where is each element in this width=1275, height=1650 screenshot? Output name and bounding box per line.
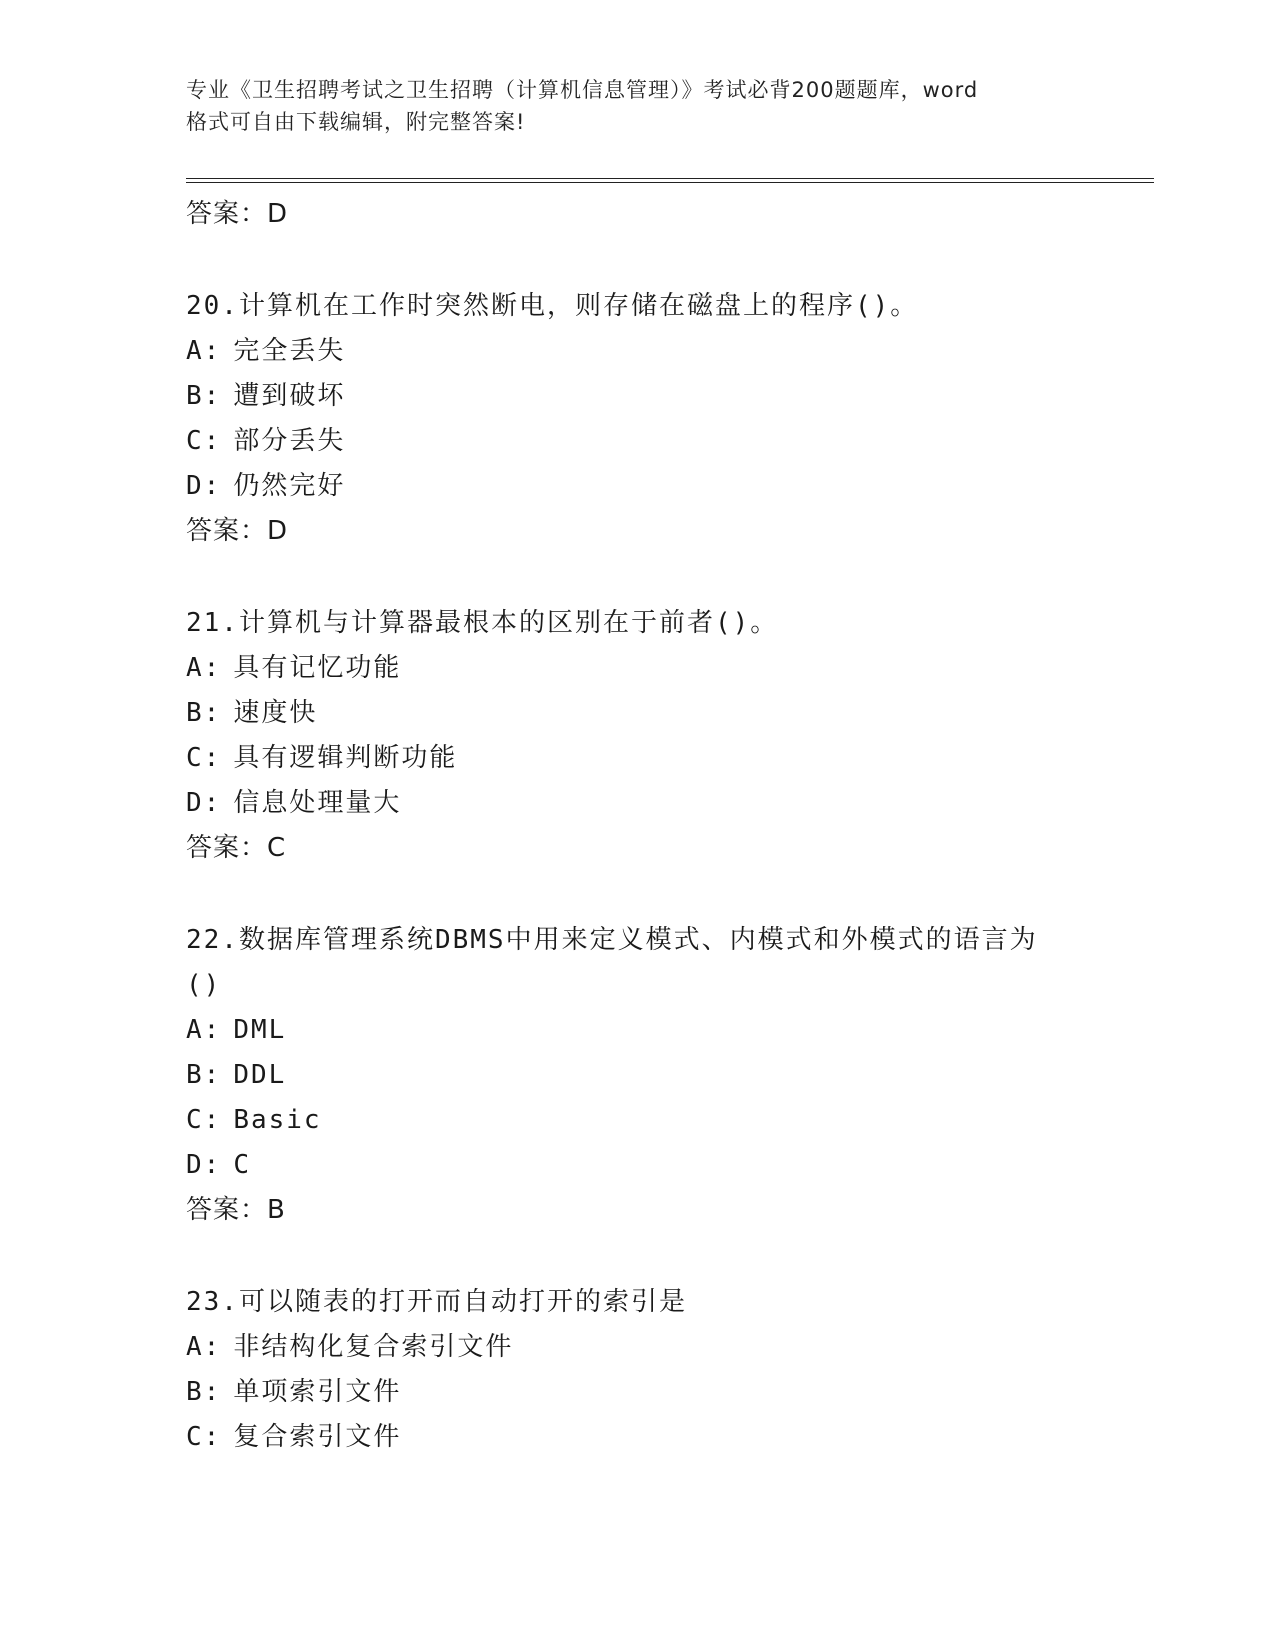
header-line-1: 专业《卫生招聘考试之卫生招聘（计算机信息管理）》考试必背200题题库，word [186,78,979,102]
question-text: 23.可以随表的打开而自动打开的索引是 [186,1287,687,1317]
option-text: 速度快 [233,698,318,728]
option-text: Basic [233,1105,322,1135]
option-key: C: [186,743,222,773]
option-d [186,464,1146,509]
option-text: 具有记忆功能 [233,653,402,683]
option-key: A: [186,336,222,366]
option-b [186,1370,1146,1415]
option-c [186,736,1146,781]
option-a [186,1325,1146,1370]
question-item [186,601,1146,870]
question-item [186,284,1146,553]
answer-line [186,826,1146,870]
answer-line [186,509,1146,553]
option-text: 复合索引文件 [233,1422,402,1452]
option-b [186,691,1146,736]
answer-value: D [267,516,289,546]
option-text: 完全丢失 [233,336,346,366]
option-key: D: [186,1150,222,1180]
option-key: A: [186,1332,222,1362]
answer-line [186,1188,1146,1232]
option-text: 部分丢失 [233,426,346,456]
option-a [186,1008,1146,1053]
option-key: B: [186,1377,222,1407]
option-c [186,1098,1146,1143]
option-key: B: [186,381,222,411]
question-text: 21.计算机与计算器最根本的区别在于前者()。 [186,608,779,638]
answer-label: 答案： [186,1195,268,1225]
option-text: 信息处理量大 [233,788,402,818]
question-item [186,1280,1146,1460]
option-text: DDL [233,1060,287,1090]
option-key: B: [186,1060,222,1090]
option-d [186,1143,1146,1188]
answer-line [186,192,1146,236]
option-key: A: [186,653,222,683]
option-key: C: [186,1105,222,1135]
option-text: 遭到破坏 [233,381,346,411]
option-key: C: [186,1422,222,1452]
option-text: 仍然完好 [233,471,346,501]
question-list [186,192,1146,1460]
option-key: D: [186,788,222,818]
option-c [186,419,1146,464]
answer-value: C [267,833,287,863]
option-key: C: [186,426,222,456]
answer-label: 答案： [186,833,268,863]
option-text: 非结构化复合索引文件 [233,1332,514,1362]
answer-label: 答案： [186,516,268,546]
option-text: 具有逻辑判断功能 [233,743,458,773]
option-d [186,781,1146,826]
option-c [186,1415,1146,1460]
option-text: C [233,1150,251,1180]
question-text: 22.数据库管理系统DBMS中用来定义模式、内模式和外模式的语言为() [186,925,1038,1000]
option-key: A: [186,1015,222,1045]
question-item [186,918,1146,1232]
header-line-2: 格式可自由下载编辑，附完整答案! [186,110,526,134]
option-text: 单项索引文件 [233,1377,402,1407]
header-divider [186,178,1154,183]
option-a [186,646,1146,691]
question-text: 20.计算机在工作时突然断电，则存储在磁盘上的程序()。 [186,291,919,321]
option-a [186,329,1146,374]
option-b [186,374,1146,419]
option-b [186,1053,1146,1098]
option-key: B: [186,698,222,728]
answer-label: 答案： [186,199,268,229]
option-text: DML [233,1015,287,1045]
option-key: D: [186,471,222,501]
document-header [186,74,1086,138]
answer-value: D [267,199,289,229]
answer-value: B [267,1195,286,1225]
